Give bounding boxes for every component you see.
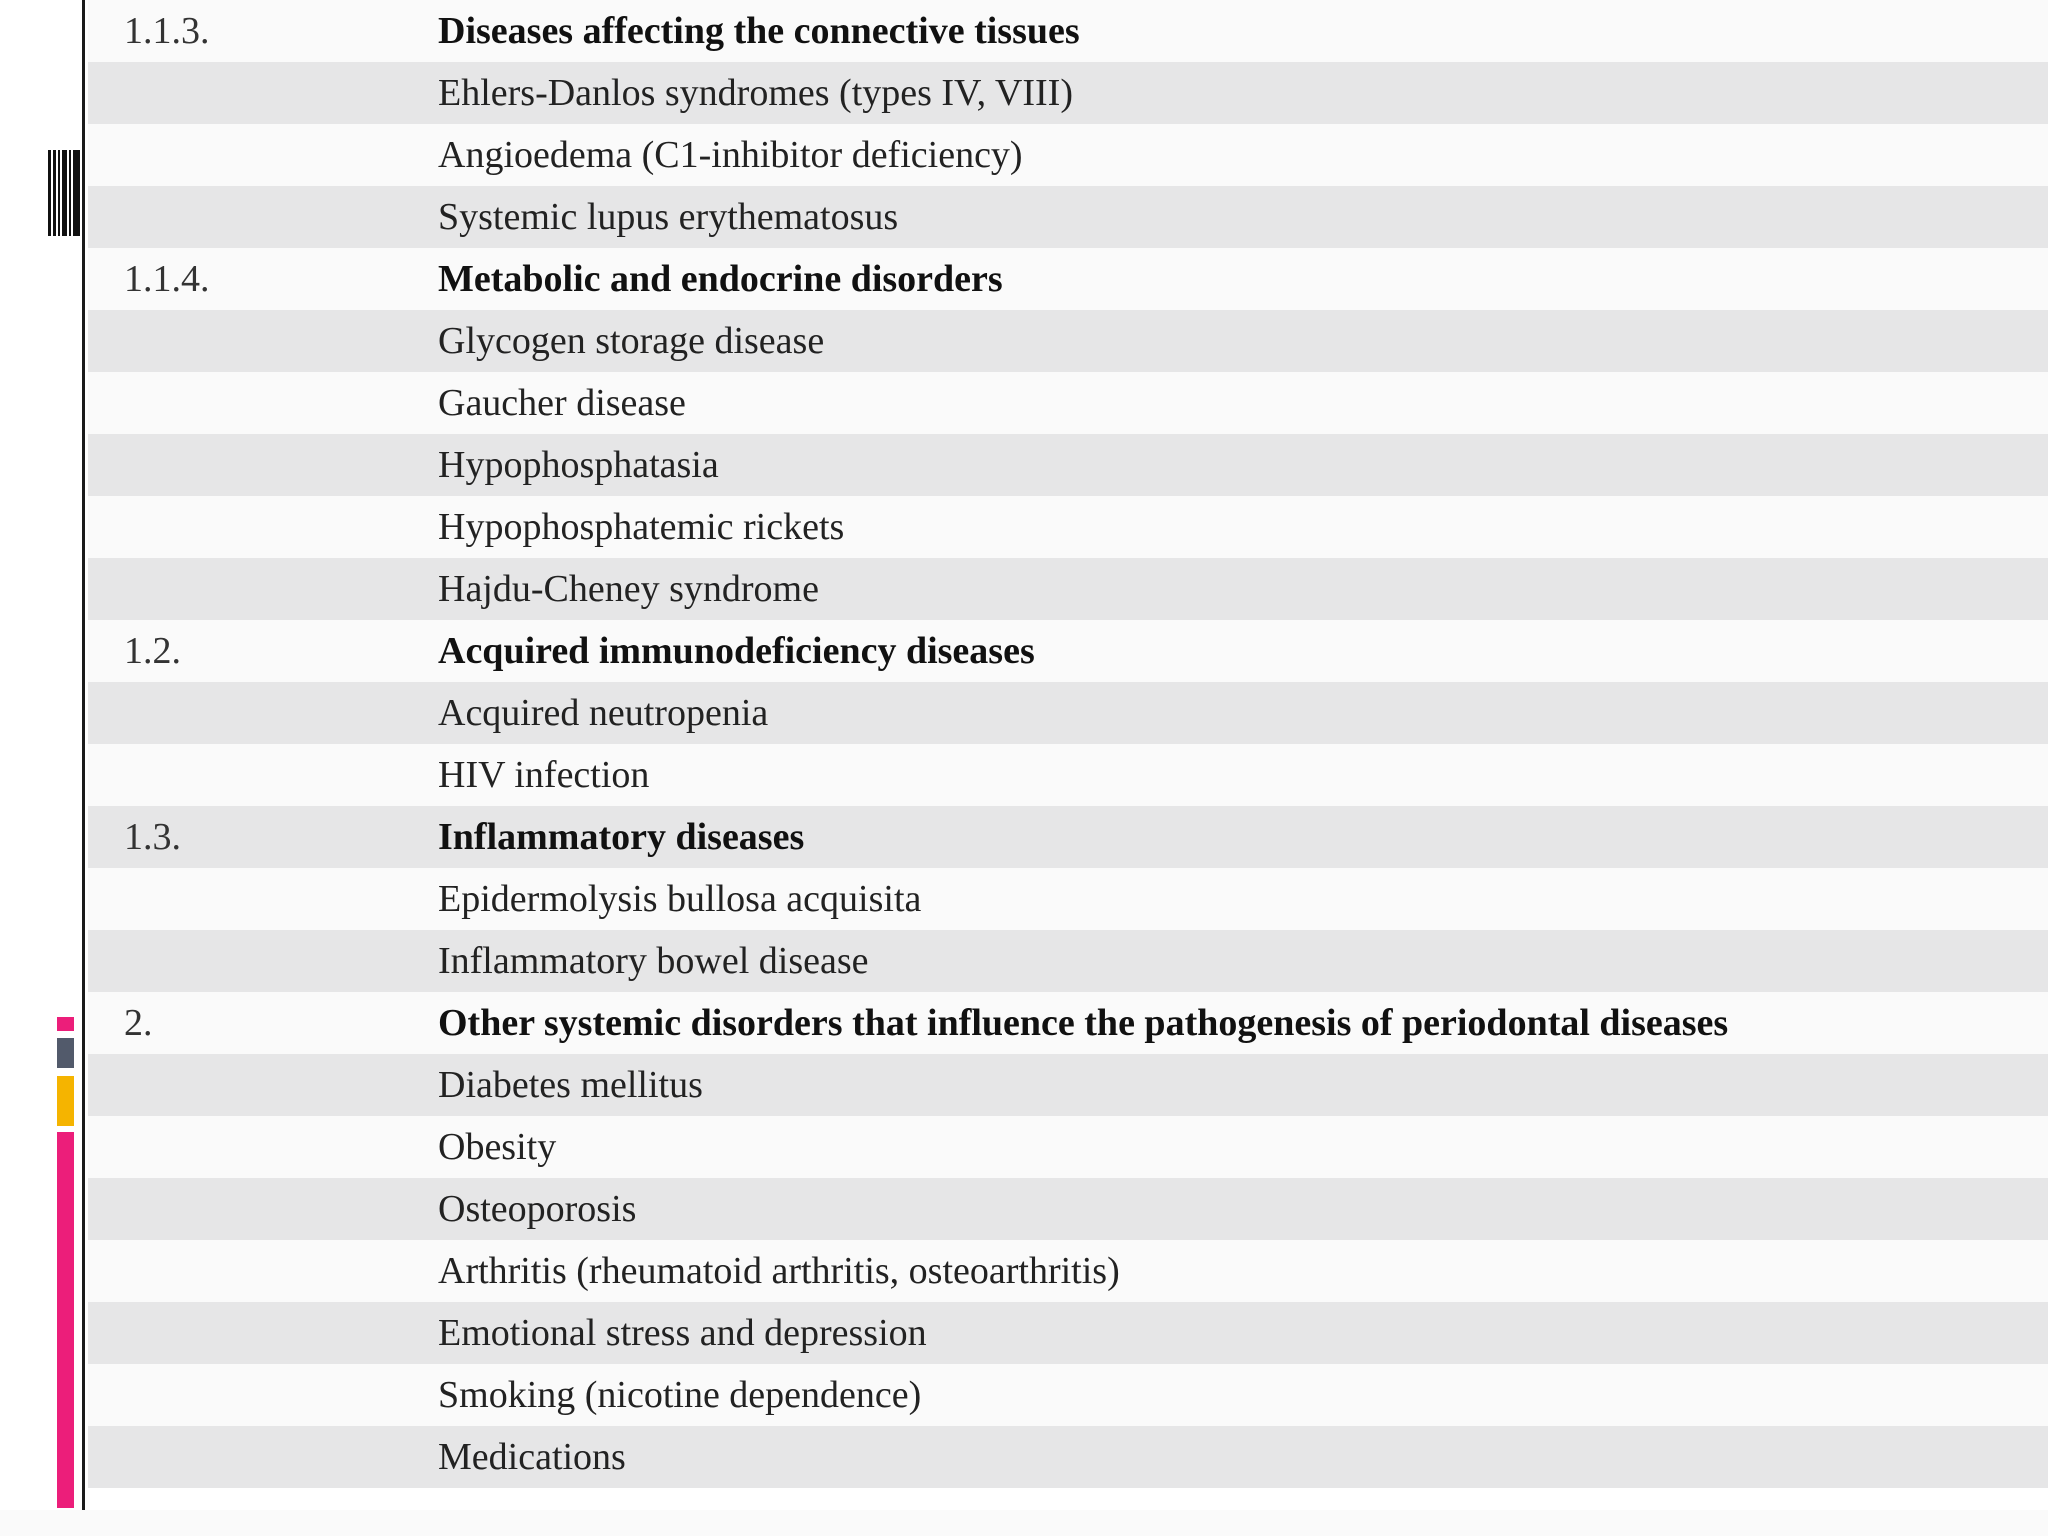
condition-name: Glycogen storage disease (438, 320, 825, 362)
condition-name: Epidermolysis bullosa acquisita (438, 878, 922, 920)
section-title: Inflammatory diseases (438, 816, 805, 858)
table-row (88, 496, 2048, 558)
table-row (88, 744, 2048, 806)
condition-name: Emotional stress and depression (438, 1312, 927, 1354)
section-title: Acquired immunodeficiency diseases (438, 630, 1035, 672)
table-row (88, 1240, 2048, 1302)
condition-name: Osteoporosis (438, 1188, 637, 1230)
table-row (88, 1054, 2048, 1116)
section-title: Other systemic disorders that influence the pathogenesis of periodontal diseases (438, 1002, 1729, 1044)
condition-name: Systemic lupus erythematosus (438, 196, 899, 238)
condition-name: Diabetes mellitus (438, 1064, 703, 1106)
table-row (88, 1302, 2048, 1364)
section-heading-row (88, 992, 2048, 1054)
condition-name: Acquired neutropenia (438, 692, 769, 734)
accent-bar-gray (57, 1017, 74, 1031)
table-row (88, 1364, 2048, 1426)
section-number: 1.2. (124, 630, 181, 672)
section-heading-row (88, 806, 2048, 868)
accent-bar-gray (57, 1038, 74, 1068)
condition-name: Obesity (438, 1126, 557, 1168)
table-row (88, 868, 2048, 930)
condition-name: Hypophosphatemic rickets (438, 506, 845, 548)
table-row (88, 1116, 2048, 1178)
condition-name: Hypophosphatasia (438, 444, 719, 486)
table-row (88, 124, 2048, 186)
decorative-stripes (48, 150, 80, 236)
section-number: 1.3. (124, 816, 181, 858)
classification-table (88, 0, 2048, 1488)
section-number: 1.1.3. (124, 10, 210, 52)
table-row (88, 372, 2048, 434)
section-number: 2. (124, 1002, 153, 1044)
slide-left-border (82, 0, 85, 1536)
condition-name: Inflammatory bowel disease (438, 940, 869, 982)
section-title: Metabolic and endocrine disorders (438, 258, 1003, 300)
accent-bar-orange (57, 1076, 74, 1126)
table-row (88, 558, 2048, 620)
bottom-strip (0, 1510, 2048, 1536)
table-row (88, 930, 2048, 992)
condition-name: Smoking (nicotine dependence) (438, 1374, 922, 1416)
table-row (88, 186, 2048, 248)
section-title: Diseases affecting the connective tissues (438, 10, 1080, 52)
section-number: 1.1.4. (124, 258, 210, 300)
section-heading-row (88, 620, 2048, 682)
table-row (88, 1426, 2048, 1488)
section-heading-row (88, 248, 2048, 310)
section-heading-row (88, 0, 2048, 62)
table-row (88, 1178, 2048, 1240)
condition-name: Angioedema (C1-inhibitor deficiency) (438, 134, 1023, 176)
table-row (88, 434, 2048, 496)
table-row (88, 310, 2048, 372)
condition-name: Hajdu-Cheney syndrome (438, 568, 819, 610)
condition-name: Gaucher disease (438, 382, 686, 424)
accent-bar-pink (57, 1132, 74, 1508)
condition-name: Ehlers-Danlos syndromes (types IV, VIII) (438, 72, 1073, 114)
condition-name: Arthritis (rheumatoid arthritis, osteoarthritis) (438, 1250, 1120, 1292)
condition-name: HIV infection (438, 754, 650, 796)
table-row (88, 682, 2048, 744)
table-row (88, 62, 2048, 124)
condition-name: Medications (438, 1436, 626, 1478)
